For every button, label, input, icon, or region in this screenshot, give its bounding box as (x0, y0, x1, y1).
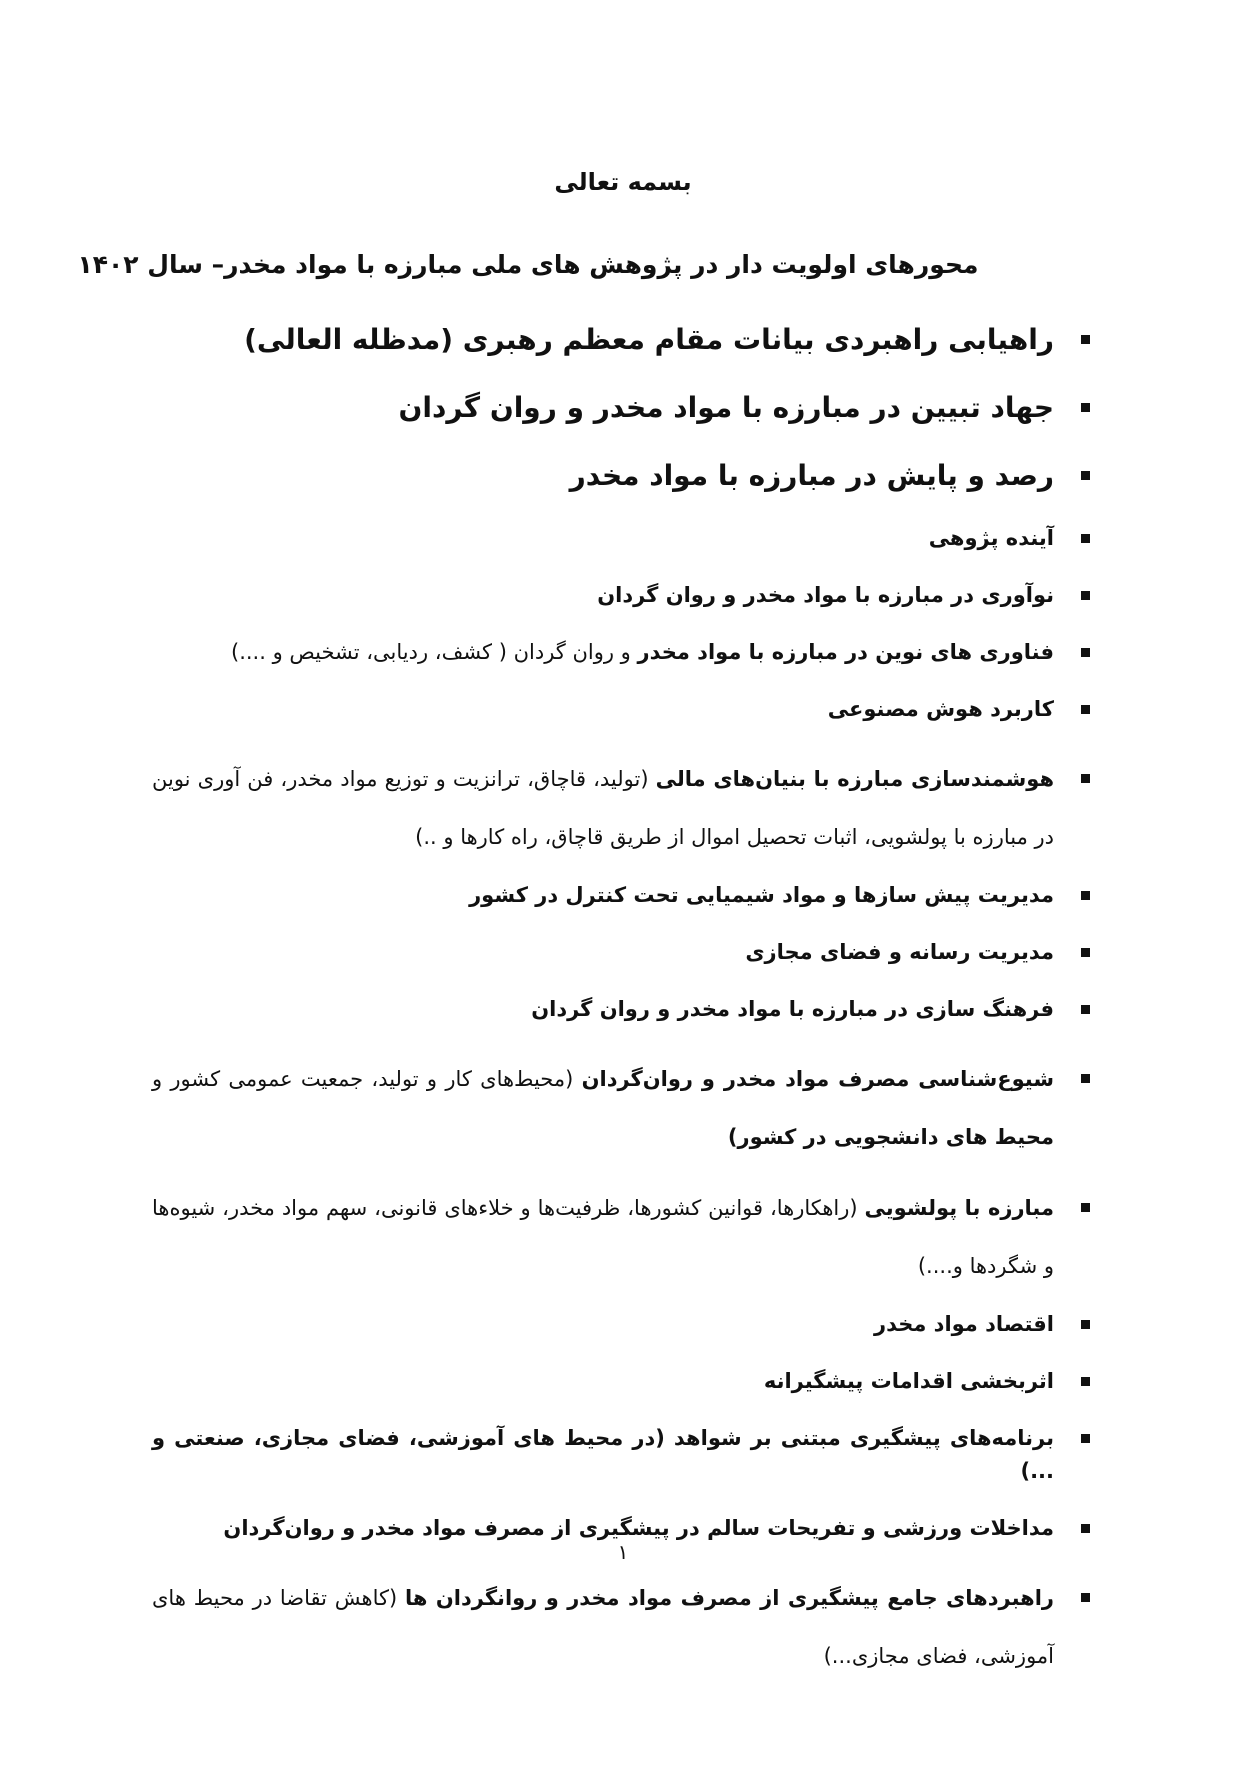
item-text: اقتصاد مواد مخدر (874, 1312, 1054, 1336)
list-item (152, 579, 1096, 612)
item-text: فرهنگ سازی در مبارزه با مواد مخدر و روان گردان (531, 997, 1054, 1021)
list-item (152, 1422, 1096, 1488)
item-text: کاربرد هوش مصنوعی (827, 697, 1054, 721)
square-bullet-icon (1081, 534, 1090, 543)
item-text: مدیریت رسانه و فضای مجازی (745, 940, 1054, 964)
square-bullet-icon (1081, 1524, 1090, 1533)
square-bullet-icon (1081, 705, 1090, 714)
square-bullet-icon (1081, 1320, 1090, 1329)
square-bullet-icon (1081, 648, 1090, 657)
square-bullet-icon (1081, 1203, 1090, 1212)
item-text-detail: و روان گردان ( کشف، ردیابی، تشخیص و ....) (231, 640, 638, 664)
square-bullet-icon (1081, 1593, 1090, 1602)
square-bullet-icon (1081, 403, 1090, 412)
square-bullet-icon (1081, 774, 1090, 783)
item-text-tail: محیط های دانشجویی در کشور) (727, 1125, 1054, 1149)
item-text: برنامه‌های پیشگیری مبتنی بر شواهد (در محیط های آموزشی، فضای مجازی، صنعتی و ...) (152, 1426, 1054, 1483)
square-bullet-icon (1081, 1074, 1090, 1083)
list-item (152, 454, 1096, 498)
page-number: ۱ (617, 1540, 629, 1564)
list-item (152, 1308, 1096, 1341)
list-item (152, 318, 1096, 362)
item-text-bold: راهبردهای جامع پیشگیری از مصرف مواد مخدر و روانگردان ها (405, 1586, 1054, 1610)
item-text: راهیابی راهبردی بیانات مقام معظم رهبری (مدظله العالی) (244, 323, 1054, 356)
list-item (152, 522, 1096, 555)
document-title: محورهای اولویت دار در پژوهش های ملی مبارزه با مواد مخدر– سال ۱۴۰۲ (77, 250, 979, 279)
list-item (152, 993, 1096, 1026)
item-text-bold: فناوری های نوین در مبارزه با مواد مخدر (637, 640, 1054, 664)
item-text-detail: (محیط‌های کار و تولید، جمعیت عمومی کشور و (152, 1067, 582, 1091)
item-text: جهاد تبیین در مبارزه با مواد مخدر و روان گردان (398, 391, 1054, 424)
item-text: رصد و پایش در مبارزه با مواد مخدر (569, 459, 1054, 492)
list-item (152, 1179, 1096, 1295)
square-bullet-icon (1081, 891, 1090, 900)
list-item (152, 693, 1096, 726)
list-item (152, 1050, 1096, 1166)
item-text-bold: مبارزه با پولشویی (864, 1196, 1054, 1220)
list-item (152, 1569, 1096, 1685)
list-item (152, 636, 1096, 669)
square-bullet-icon (1081, 591, 1090, 600)
square-bullet-icon (1081, 335, 1090, 344)
square-bullet-icon (1081, 1377, 1090, 1386)
salutation: بسمه تعالی (554, 168, 692, 196)
list-item (152, 750, 1096, 866)
item-text: مداخلات ورزشی و تفریحات سالم در پیشگیری از مصرف مواد مخدر و روان‌گردان (223, 1516, 1054, 1540)
item-text-detail: (راهکارها، قوانین کشورها، ظرفیت‌ها و خلاءهای قانونی، سهم مواد مخدر، شیوه‌ها و شگردها و....) (152, 1196, 1054, 1278)
item-text-bold: شیوع‌شناسی مصرف مواد مخدر و روان‌گردان (581, 1067, 1054, 1091)
item-text: آینده پژوهی (928, 526, 1054, 550)
item-text-detail: (کاهش تقاضا در محیط های آموزشی، فضای مجازی...) (152, 1586, 1054, 1668)
list-item (152, 1365, 1096, 1398)
item-text-detail: (تولید، قاچاق، ترانزیت و توزیع مواد مخدر، فن آوری نوین در مبارزه با پولشویی، اثبات تحصیل اموال از طریق قاچاق، راه کارها و ..) (152, 767, 1054, 849)
square-bullet-icon (1081, 1434, 1090, 1443)
priority-topics-list (152, 318, 1096, 1698)
list-item (152, 936, 1096, 969)
item-text: مدیریت پیش سازها و مواد شیمیایی تحت کنترل در کشور (469, 883, 1054, 907)
square-bullet-icon (1081, 948, 1090, 957)
square-bullet-icon (1081, 1005, 1090, 1014)
item-text: نوآوری در مبارزه با مواد مخدر و روان گردان (597, 583, 1054, 607)
square-bullet-icon (1081, 471, 1090, 480)
list-item (152, 879, 1096, 912)
item-text: اثربخشی اقدامات پیشگیرانه (763, 1369, 1054, 1393)
item-text-bold: هوشمندسازی مبارزه با بنیان‌های مالی (655, 767, 1055, 791)
list-item (152, 386, 1096, 430)
